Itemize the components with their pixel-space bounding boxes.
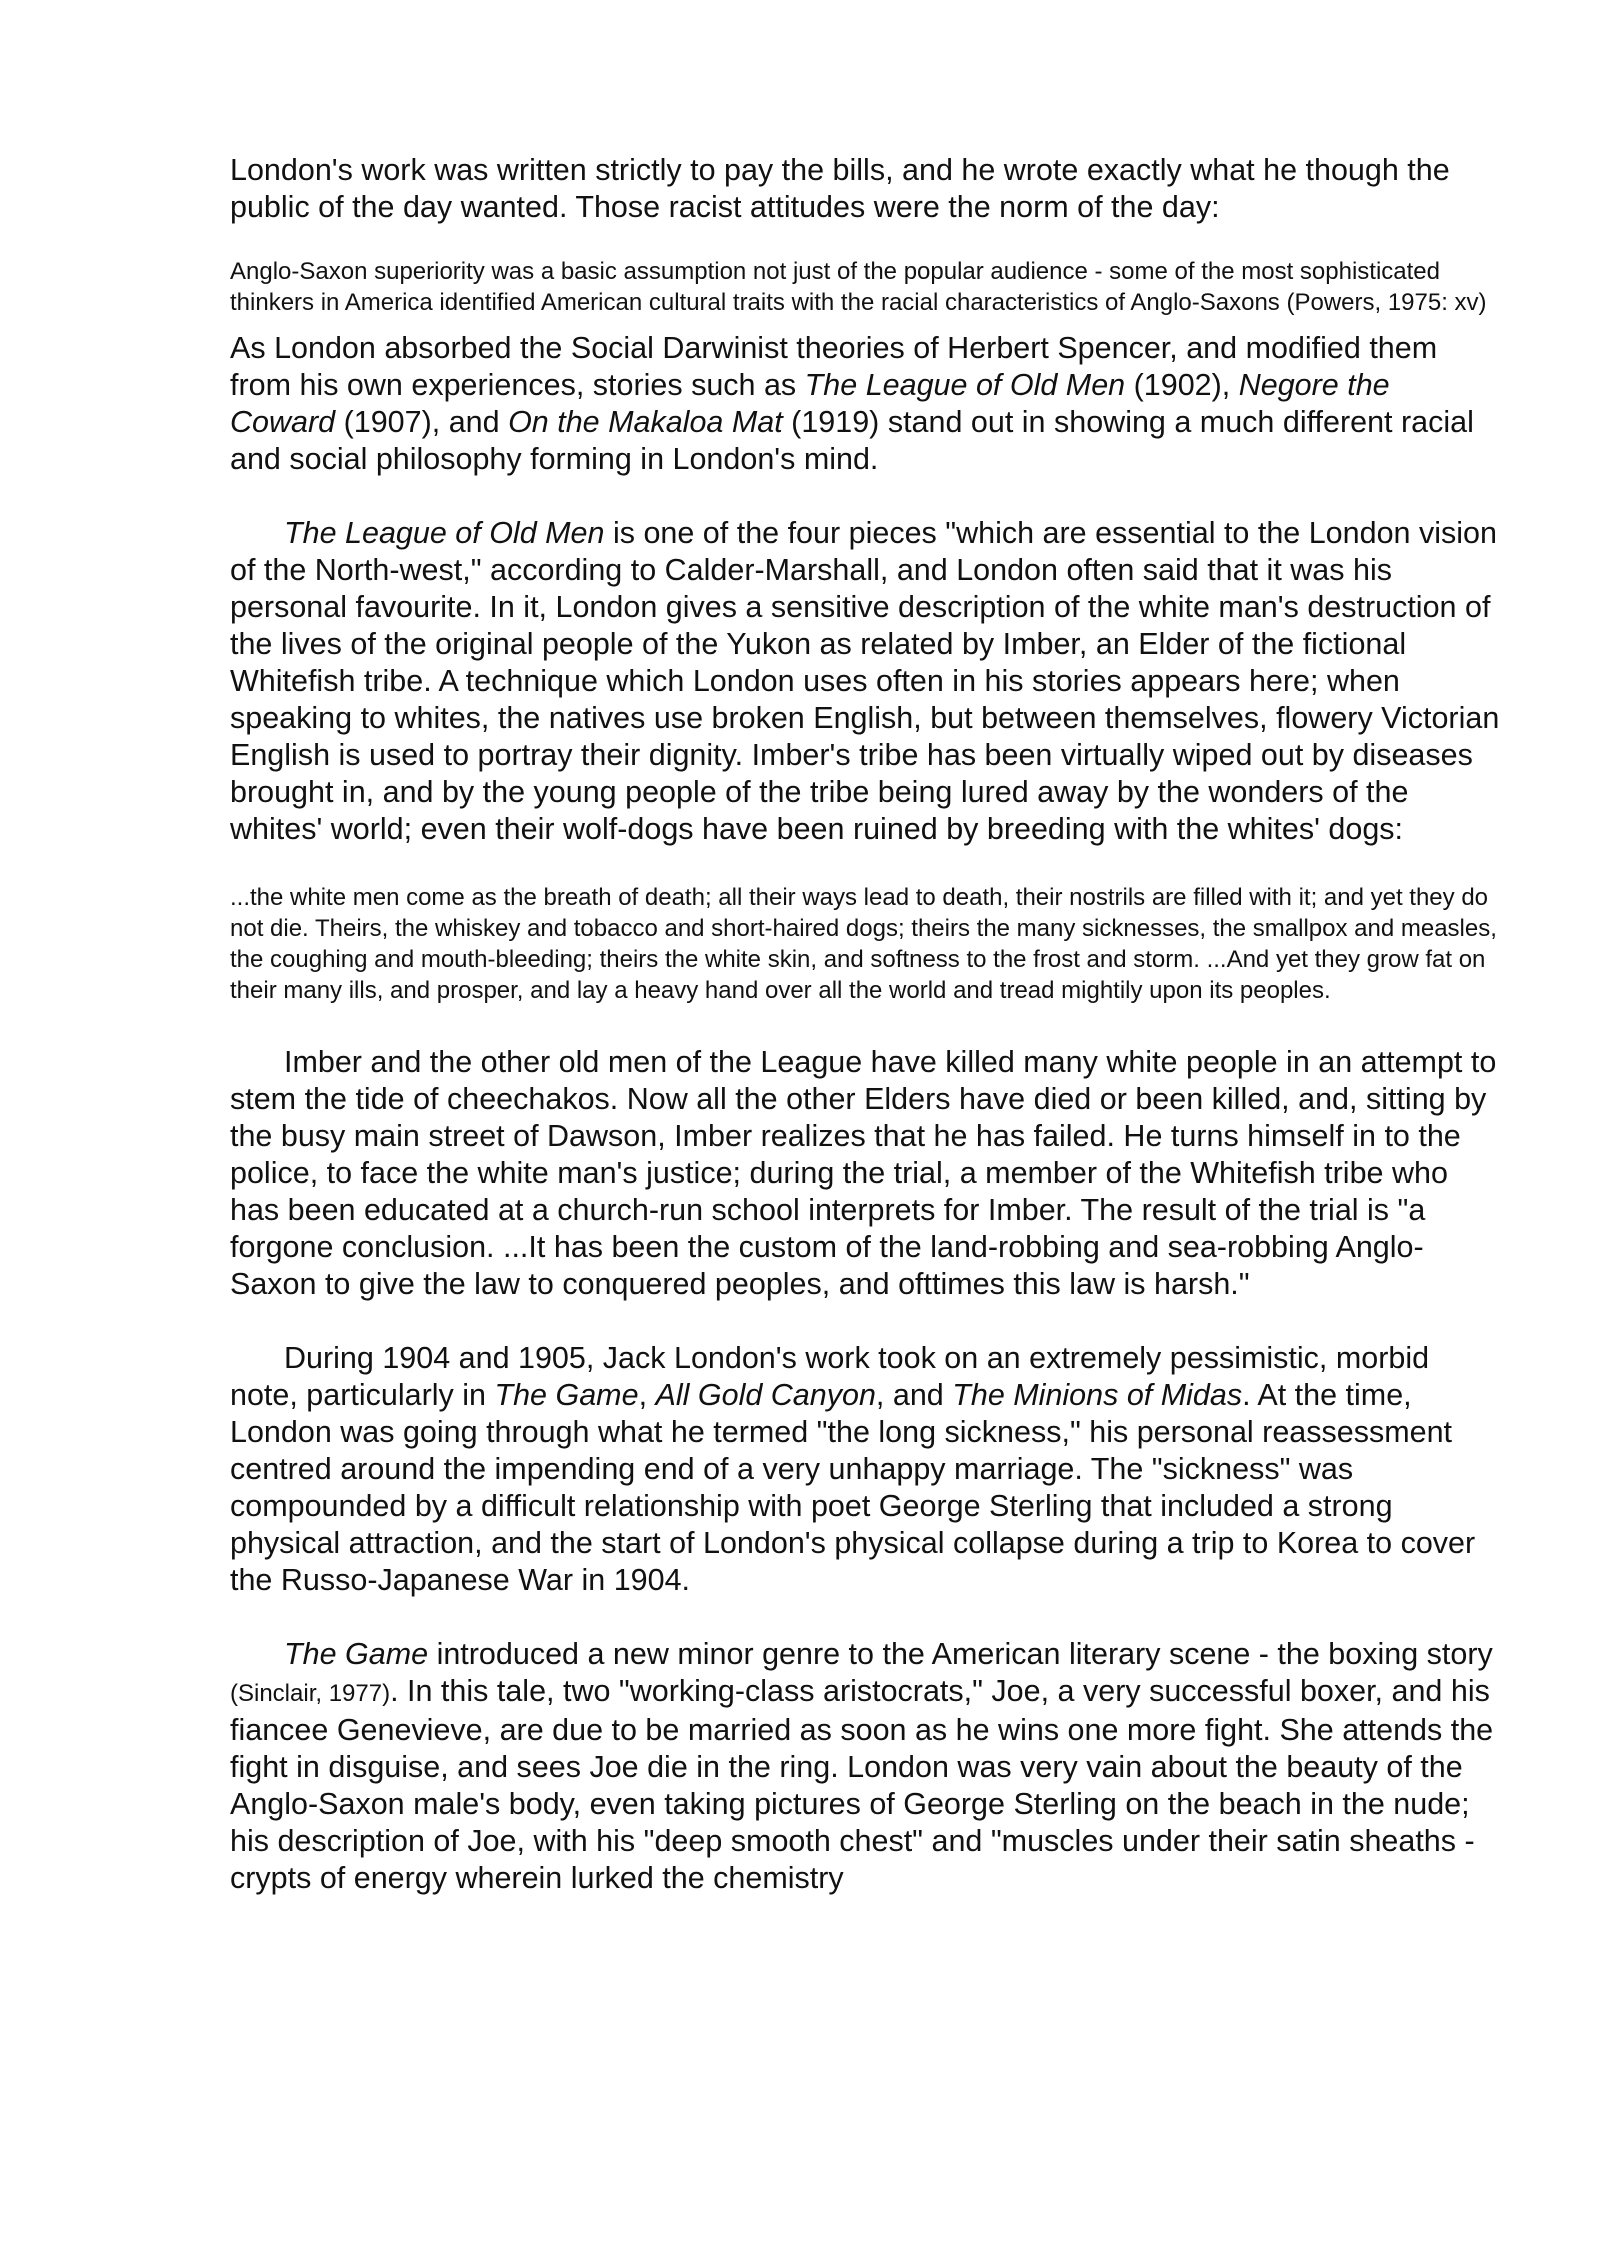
title-the-minions-of-midas: The Minions of Midas [952, 1378, 1243, 1412]
paragraph-2-text-4: (1919) stand out in showing a much different racial and social philosophy forming in London's mind. [230, 405, 1474, 476]
title-league-of-old-men-2: The League of Old Men [284, 516, 605, 550]
paragraph-2-text-3: (1907), and [335, 405, 509, 439]
paragraph-6-text-2: . In this tale, two "working-class aristocrats," Joe, a very successful boxer, and his fiancee Genevieve, are due to be married as soon as he wins one more fight. She attends the fight in disguise, and sees Joe die in the ring. London was very vain about the beauty of the Anglo-Saxon male's body, even taking pictures of George Sterling on the beach in the nude; his description of Joe, with his "deep smooth chest" and "muscles under their satin sheaths - crypts of energy wherein lurked the chemistry [230, 1674, 1494, 1895]
paragraph-5-text-1: During 1904 and 1905, Jack London's work took on an extremely pessimistic, morbid note, particularly in [230, 1341, 1430, 1412]
paragraph-2 [230, 330, 1500, 478]
paragraph-5-text-4: . At the time, London was going through what he termed "the long sickness," his personal reassessment centred around the impending end of a very unhappy marriage. The "sickness" was compounded by a difficult relationship with poet George Sterling that included a strong physical attraction, and the start of London's physical collapse during a trip to Korea to cover the Russo-Japanese War in 1904. [230, 1378, 1476, 1597]
title-all-gold-canyon: All Gold Canyon [655, 1378, 876, 1412]
paragraph-6-text-1: introduced a new minor genre to the American literary scene - the boxing story [428, 1637, 1493, 1671]
block-quote-2: ...the white men come as the breath of death; all their ways lead to death, their nostrils are filled with it; and yet they do not die. Theirs, the whiskey and tobacco and short-haired dogs; theirs the many sicknesses, the smallpox and measles, the coughing and mouth-bleeding; theirs the white skin, and softness to the frost and storm. ...And yet they grow fat on their many ills, and prosper, and lay a heavy hand over all the world and tread mightily upon its peoples. [230, 884, 1497, 1004]
paragraph-2-text-1: As London absorbed the Social Darwinist theories of Herbert Spencer, and modified them from his own experiences, stories such as [230, 331, 1438, 402]
title-league-of-old-men: The League of Old Men [804, 368, 1126, 402]
paragraph-5 [230, 1340, 1500, 1599]
citation-sinclair: (Sinclair, 1977) [230, 1680, 391, 1707]
paragraph-5-text-3: , and [875, 1378, 953, 1412]
title-the-game-2: The Game [284, 1637, 429, 1671]
paragraph-3-text-1: is one of the four pieces "which are essential to the London vision of the North-west," according to Calder-Marshall, and London often said that it was his personal favourite. In it, London gives a sensitive description of the white man's destruction of the lives of the original people of the Yukon as related by Imber, an Elder of the fictional Whitefish tribe. A technique which London uses often in his stories appears here; when speaking to whites, the natives use broken English, but between themselves, flowery Victorian English is used to portray their dignity. Imber's tribe has been virtually wiped out by diseases brought in, and by the young people of the tribe being lured away by the wonders of the whites' world; even their wolf-dogs have been ruined by breeding with the whites' dogs: [230, 516, 1500, 846]
paragraph-4: Imber and the other old men of the League have killed many white people in an attempt to stem the tide of cheechakos. Now all the other Elders have died or been killed, and, sitting by the busy main street of Dawson, Imber realizes that he has failed. He turns himself in to the police, to face the white man's justice; during the trial, a member of the Whitefish tribe who has been educated at a church-run school interprets for Imber. The result of the trial is "a forgone conclusion. ...It has been the custom of the land-robbing and sea-robbing Anglo-Saxon to give the law to conquered peoples, and ofttimes this law is harsh." [230, 1045, 1497, 1301]
paragraph-2-text-2: (1902), [1125, 368, 1239, 402]
block-quote-1: Anglo-Saxon superiority was a basic assumption not just of the popular audience - some of the most sophisticated thinkers in America identified American cultural traits with the racial characteristics of Anglo-Saxons (Powers, 1975: xv) [230, 258, 1487, 316]
title-the-game: The Game [494, 1378, 639, 1412]
paragraph-6 [230, 1636, 1500, 1897]
document-page [230, 152, 1500, 1897]
paragraph-3 [230, 515, 1500, 848]
paragraph-1: London's work was written strictly to pay the bills, and he wrote exactly what he though the public of the day wanted. Those racist attitudes were the norm of the day: [230, 153, 1450, 224]
title-on-the-makaloa-mat: On the Makaloa Mat [508, 405, 783, 439]
paragraph-5-text-2: , [638, 1378, 656, 1412]
title-negore-the-coward: Negore the Coward [230, 368, 1390, 439]
